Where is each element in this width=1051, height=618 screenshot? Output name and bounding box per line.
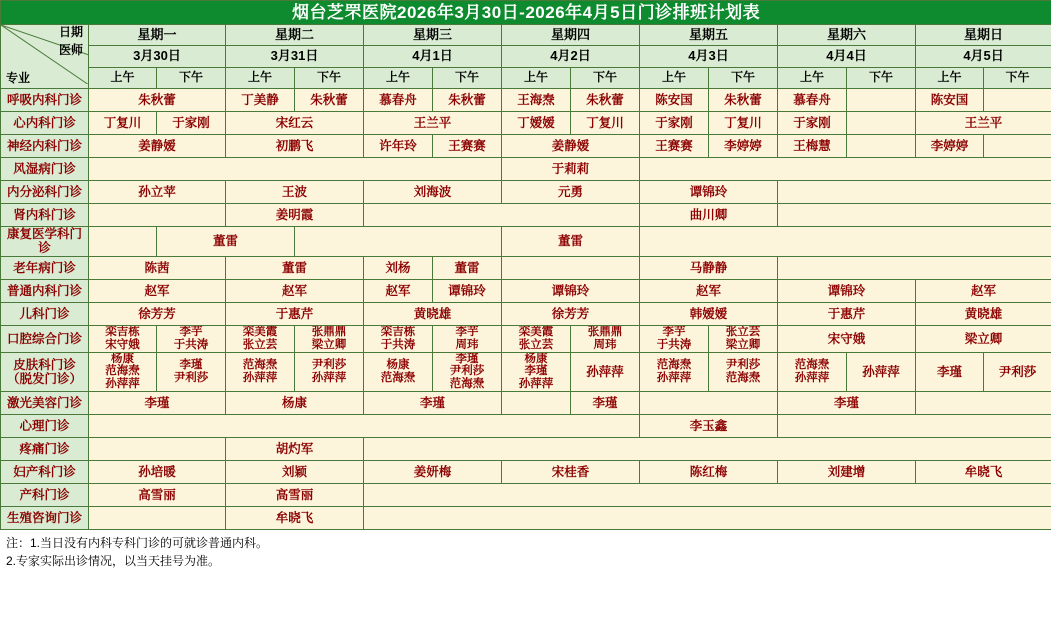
shift-cell-11-3: 尹利莎 孙萍萍 <box>295 352 364 392</box>
shift-cell-10-11: 梁立卿 <box>916 325 1051 352</box>
table-row <box>1 181 1051 204</box>
shift-cell-8-5: 赵军 <box>640 279 778 302</box>
row-label-6: 康复医学科门诊 <box>1 227 89 257</box>
ampm-header-2-pm: 下午 <box>433 67 502 88</box>
shift-cell-12-3 <box>502 392 571 415</box>
day-header-0: 星期一 <box>89 25 226 46</box>
shift-cell-4-0: 孙立苹 <box>89 181 226 204</box>
shift-cell-9-2: 黄晓雄 <box>364 302 502 325</box>
shift-cell-5-0 <box>89 204 226 227</box>
date-header-1: 3月31日 <box>226 46 364 67</box>
shift-cell-4-1: 王波 <box>226 181 364 204</box>
table-row <box>1 279 1051 302</box>
shift-cell-3-2 <box>640 158 1051 181</box>
row-label-11: 皮肤科门诊 （脱发门诊） <box>1 352 89 392</box>
shift-cell-10-7: 张鼎鼎 周玮 <box>571 325 640 352</box>
corner-label-date: 日期 <box>58 25 83 39</box>
ampm-header-4-pm: 下午 <box>709 67 778 88</box>
shift-cell-9-4: 韩嫒嫒 <box>640 302 778 325</box>
shift-cell-16-1: 高雪丽 <box>226 484 364 507</box>
shift-cell-10-5: 李芋 周玮 <box>433 325 502 352</box>
date-header-3: 4月2日 <box>502 46 640 67</box>
shift-cell-10-2: 栾美霞 张立芸 <box>226 325 295 352</box>
shift-cell-9-5: 于惠芹 <box>778 302 916 325</box>
shift-cell-0-8: 朱秋蕾 <box>709 89 778 112</box>
ampm-header-1-am: 上午 <box>226 67 295 88</box>
table-row <box>1 112 1051 135</box>
shift-cell-0-12 <box>984 89 1051 112</box>
row-label-9: 儿科门诊 <box>1 302 89 325</box>
shift-cell-17-1: 牟晓飞 <box>226 507 364 530</box>
shift-cell-2-10 <box>984 135 1051 158</box>
row-label-17: 生殖咨询门诊 <box>1 507 89 530</box>
shift-cell-10-3: 张鼎鼎 梁立卿 <box>295 325 364 352</box>
ampm-header-3-pm: 下午 <box>571 67 640 88</box>
row-label-0: 呼吸内科门诊 <box>1 89 89 112</box>
shift-cell-11-13: 尹利莎 <box>984 352 1051 392</box>
shift-cell-0-10 <box>847 89 916 112</box>
row-label-2: 神经内科门诊 <box>1 135 89 158</box>
shift-cell-12-7 <box>916 392 1051 415</box>
shift-cell-6-1: 董雷 <box>157 227 295 257</box>
table-row <box>1 438 1051 461</box>
date-header-4: 4月3日 <box>640 46 778 67</box>
shift-cell-4-4: 谭锦玲 <box>640 181 778 204</box>
shift-cell-8-3: 谭锦玲 <box>433 279 502 302</box>
shift-cell-1-5: 丁复川 <box>571 112 640 135</box>
corner-label-specialty: 专业 <box>6 71 31 86</box>
shift-cell-7-2: 刘杨 <box>364 256 433 279</box>
shift-cell-1-10: 王兰平 <box>916 112 1051 135</box>
shift-cell-1-4: 丁嫒嫒 <box>502 112 571 135</box>
shift-cell-11-12: 李瑾 <box>916 352 984 392</box>
shift-cell-2-1: 初鹏飞 <box>226 135 364 158</box>
shift-cell-12-0: 李瑾 <box>89 392 226 415</box>
row-label-5: 肾内科门诊 <box>1 204 89 227</box>
shift-cell-12-1: 杨康 <box>226 392 364 415</box>
table-row <box>1 507 1051 530</box>
shift-cell-15-2: 姜妍梅 <box>364 461 502 484</box>
shift-cell-7-0: 陈茜 <box>89 256 226 279</box>
shift-cell-4-5 <box>778 181 1051 204</box>
shift-cell-15-0: 孙培暖 <box>89 461 226 484</box>
shift-cell-8-4: 谭锦玲 <box>502 279 640 302</box>
table-row <box>1 325 1051 352</box>
shift-cell-12-4: 李瑾 <box>571 392 640 415</box>
ampm-header-6-pm: 下午 <box>984 67 1051 88</box>
shift-cell-1-1: 于家刚 <box>157 112 226 135</box>
row-label-7: 老年病门诊 <box>1 256 89 279</box>
header-row-day <box>1 25 1051 46</box>
shift-cell-8-1: 赵军 <box>226 279 364 302</box>
shift-cell-5-2 <box>364 204 640 227</box>
shift-cell-7-4 <box>502 256 640 279</box>
shift-cell-2-5: 王赛赛 <box>640 135 709 158</box>
date-header-5: 4月4日 <box>778 46 916 67</box>
shift-cell-17-2 <box>364 507 1051 530</box>
shift-cell-7-6 <box>778 256 1051 279</box>
table-row <box>1 415 1051 438</box>
shift-cell-0-4: 朱秋蕾 <box>433 89 502 112</box>
shift-cell-6-0 <box>89 227 157 257</box>
shift-cell-5-1: 姜明霞 <box>226 204 364 227</box>
ampm-header-2-am: 上午 <box>364 67 433 88</box>
shift-cell-2-4: 姜静嫒 <box>502 135 640 158</box>
shift-cell-0-5: 王海焘 <box>502 89 571 112</box>
shift-cell-1-8: 于家刚 <box>778 112 847 135</box>
shift-cell-2-0: 姜静嫒 <box>89 135 226 158</box>
note-line-2: 2.专家实际出诊情况，以当天挂号为准。 <box>6 554 221 569</box>
ampm-header-1-pm: 下午 <box>295 67 364 88</box>
row-label-1: 心内科门诊 <box>1 112 89 135</box>
shift-cell-6-2 <box>295 227 502 257</box>
shift-cell-7-1: 董雷 <box>226 256 364 279</box>
shift-cell-4-2: 刘海波 <box>364 181 502 204</box>
notes-block <box>0 530 1051 574</box>
shift-cell-15-4: 陈红梅 <box>640 461 778 484</box>
shift-cell-6-4 <box>640 227 1051 257</box>
shift-cell-0-7: 陈安国 <box>640 89 709 112</box>
ampm-header-3-am: 上午 <box>502 67 571 88</box>
shift-cell-0-3: 慕春舟 <box>364 89 433 112</box>
shift-cell-7-5: 马静静 <box>640 256 778 279</box>
page-title: 烟台芝罘医院2026年3月30日-2026年4月5日门诊排班计划表 <box>1 1 1051 25</box>
shift-cell-8-6: 谭锦玲 <box>778 279 916 302</box>
table-row <box>1 392 1051 415</box>
header-row-date <box>1 46 1051 67</box>
shift-cell-17-0 <box>89 507 226 530</box>
table-row <box>1 484 1051 507</box>
ampm-header-5-am: 上午 <box>778 67 847 88</box>
table-row <box>1 461 1051 484</box>
shift-cell-11-7: 孙萍萍 <box>571 352 640 392</box>
day-header-3: 星期四 <box>502 25 640 46</box>
shift-cell-12-5 <box>640 392 778 415</box>
table-row <box>1 204 1051 227</box>
shift-cell-15-5: 刘建增 <box>778 461 916 484</box>
shift-cell-15-3: 宋桂香 <box>502 461 640 484</box>
row-label-16: 产科门诊 <box>1 484 89 507</box>
shift-cell-1-3: 王兰平 <box>364 112 502 135</box>
shift-cell-11-10: 范海焘 孙萍萍 <box>778 352 847 392</box>
shift-cell-8-0: 赵军 <box>89 279 226 302</box>
row-label-10: 口腔综合门诊 <box>1 325 89 352</box>
shift-cell-14-1: 胡灼军 <box>226 438 364 461</box>
shift-cell-12-2: 李瑾 <box>364 392 502 415</box>
shift-cell-2-7: 王梅慧 <box>778 135 847 158</box>
corner-header <box>1 25 89 89</box>
shift-cell-9-1: 于惠芹 <box>226 302 364 325</box>
shift-cell-9-6: 黄晓雄 <box>916 302 1051 325</box>
shift-cell-11-6: 杨康 李瑾 孙萍萍 <box>502 352 571 392</box>
shift-cell-1-7: 丁复川 <box>709 112 778 135</box>
day-header-1: 星期二 <box>226 25 364 46</box>
shift-cell-1-2: 宋红云 <box>226 112 364 135</box>
day-header-5: 星期六 <box>778 25 916 46</box>
shift-cell-2-2: 许年玲 <box>364 135 433 158</box>
day-header-4: 星期五 <box>640 25 778 46</box>
shift-cell-11-4: 杨康 范海焘 <box>364 352 433 392</box>
shift-cell-16-2 <box>364 484 1051 507</box>
shift-cell-14-0 <box>89 438 226 461</box>
shift-cell-14-2 <box>364 438 1051 461</box>
row-label-15: 妇产科门诊 <box>1 461 89 484</box>
table-row <box>1 158 1051 181</box>
ampm-header-5-pm: 下午 <box>847 67 916 88</box>
shift-cell-9-3: 徐芳芳 <box>502 302 640 325</box>
ampm-header-0-pm: 下午 <box>157 67 226 88</box>
shift-cell-8-7: 赵军 <box>916 279 1051 302</box>
shift-cell-1-9 <box>847 112 916 135</box>
date-header-0: 3月30日 <box>89 46 226 67</box>
shift-cell-10-1: 李芋 于共涛 <box>157 325 226 352</box>
day-header-6: 星期日 <box>916 25 1051 46</box>
header-row-ampm <box>1 67 1051 88</box>
table-row <box>1 352 1051 392</box>
table-row <box>1 227 1051 257</box>
shift-cell-10-4: 栾吉栋 于共涛 <box>364 325 433 352</box>
ampm-header-4-am: 上午 <box>640 67 709 88</box>
shift-cell-3-1: 于莉莉 <box>502 158 640 181</box>
table-row <box>1 302 1051 325</box>
shift-cell-2-9: 李婷婷 <box>916 135 984 158</box>
shift-cell-16-0: 高雪丽 <box>89 484 226 507</box>
shift-cell-9-0: 徐芳芳 <box>89 302 226 325</box>
shift-cell-0-11: 陈安国 <box>916 89 984 112</box>
shift-cell-0-6: 朱秋蕾 <box>571 89 640 112</box>
table-row <box>1 135 1051 158</box>
shift-cell-15-1: 刘颖 <box>226 461 364 484</box>
shift-cell-6-3: 董雷 <box>502 227 640 257</box>
day-header-2: 星期三 <box>364 25 502 46</box>
shift-cell-11-2: 范海焘 孙萍萍 <box>226 352 295 392</box>
shift-cell-11-0: 杨康 范海焘 孙萍萍 <box>89 352 157 392</box>
shift-cell-11-8: 范海焘 孙萍萍 <box>640 352 709 392</box>
shift-cell-2-3: 王赛赛 <box>433 135 502 158</box>
shift-cell-13-0 <box>89 415 640 438</box>
shift-cell-7-3: 董雷 <box>433 256 502 279</box>
shift-cell-0-2: 朱秋蕾 <box>295 89 364 112</box>
shift-cell-11-5: 李瑾 尹利莎 范海焘 <box>433 352 502 392</box>
shift-cell-1-0: 丁复川 <box>89 112 157 135</box>
row-label-4: 内分泌科门诊 <box>1 181 89 204</box>
shift-cell-4-3: 元勇 <box>502 181 640 204</box>
shift-cell-3-0 <box>89 158 502 181</box>
shift-cell-10-6: 栾美霞 张立芸 <box>502 325 571 352</box>
shift-cell-5-3: 曲川卿 <box>640 204 778 227</box>
shift-cell-13-1: 李玉鑫 <box>640 415 778 438</box>
ampm-header-0-am: 上午 <box>89 67 157 88</box>
shift-cell-0-0: 朱秋蕾 <box>89 89 226 112</box>
date-header-2: 4月1日 <box>364 46 502 67</box>
row-label-12: 激光美容门诊 <box>1 392 89 415</box>
shift-cell-5-4 <box>778 204 1051 227</box>
shift-cell-12-6: 李瑾 <box>778 392 916 415</box>
shift-cell-0-1: 丁美静 <box>226 89 295 112</box>
shift-cell-15-6: 牟晓飞 <box>916 461 1051 484</box>
table-title-row <box>1 1 1051 25</box>
table-row <box>1 256 1051 279</box>
shift-cell-8-2: 赵军 <box>364 279 433 302</box>
shift-cell-10-8: 李芋 于共涛 <box>640 325 709 352</box>
shift-cell-2-6: 李婷婷 <box>709 135 778 158</box>
row-label-13: 心理门诊 <box>1 415 89 438</box>
shift-cell-10-0: 栾吉栋 宋守娥 <box>89 325 157 352</box>
row-label-8: 普通内科门诊 <box>1 279 89 302</box>
shift-cell-2-8 <box>847 135 916 158</box>
shift-cell-0-9: 慕春舟 <box>778 89 847 112</box>
shift-cell-1-6: 于家刚 <box>640 112 709 135</box>
shift-cell-11-11: 孙萍萍 <box>847 352 916 392</box>
shift-cell-13-2 <box>778 415 1051 438</box>
table-row <box>1 89 1051 112</box>
corner-label-doctor: 医师 <box>58 43 83 57</box>
row-label-3: 风湿病门诊 <box>1 158 89 181</box>
date-header-6: 4月5日 <box>916 46 1051 67</box>
shift-cell-10-9: 张立芸 梁立卿 <box>709 325 778 352</box>
row-label-14: 疼痛门诊 <box>1 438 89 461</box>
ampm-header-6-am: 上午 <box>916 67 984 88</box>
note-line-1: 注：1.当日没有内科专科门诊的可就诊普通内科。 <box>6 536 269 551</box>
shift-cell-11-1: 李瑾 尹利莎 <box>157 352 226 392</box>
shift-cell-11-9: 尹利莎 范海焘 <box>709 352 778 392</box>
shift-cell-10-10: 宋守娥 <box>778 325 916 352</box>
